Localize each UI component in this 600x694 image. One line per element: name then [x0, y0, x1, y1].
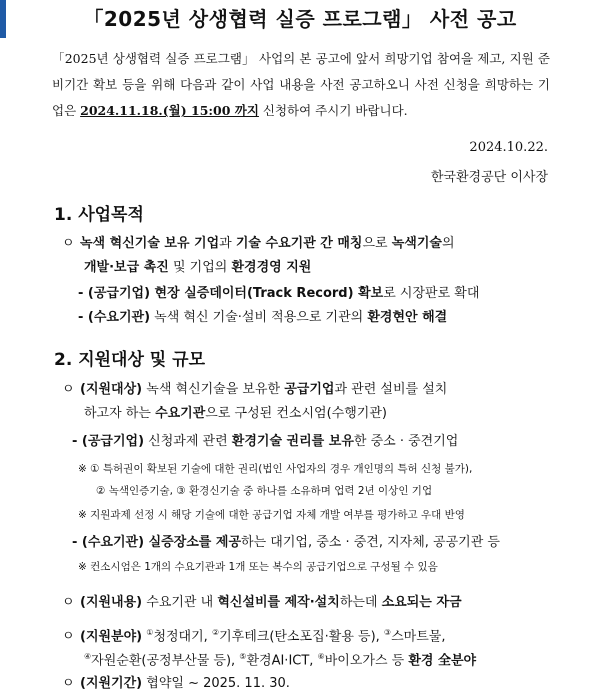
bullet-icon: ㅇ [62, 629, 75, 645]
field-line1 [62, 623, 445, 647]
s1-text: 으로 기관의 [296, 310, 368, 325]
intro-text-2: 신청하여 주시기 바랍니다. [258, 103, 408, 118]
bullet-icon: ㅇ [62, 382, 75, 397]
circle-num: ① [146, 628, 154, 637]
circle-num: ④ [84, 652, 92, 661]
content-line [62, 593, 462, 613]
s1-text: 녹색 혁신 기술·설비 적용 [150, 310, 297, 325]
s2-text: 환경 全분야 [408, 653, 477, 669]
bullet-icon: ㅇ [62, 236, 75, 251]
notice-date: 2024.10.22. [469, 140, 548, 155]
section1-sub2 [78, 308, 447, 328]
s2-text: 신청과제 관련 [144, 434, 232, 449]
demand-line [72, 533, 500, 553]
s2-text: 수요기관 내 [142, 595, 218, 610]
section1-line2 [84, 258, 311, 278]
circle-num: ⑤ [239, 652, 247, 661]
s2-text: 협약일 ~ 2025. 11. 30. [142, 676, 290, 691]
intro-deadline: 2024.11.18.(월) 15:00 까지 [80, 103, 259, 118]
field-line2 [84, 647, 476, 671]
intro-text-1: 「2025년 상생협력 실증 프로그램」 사업의 본 공고에 앞서 희망기업 참여을 제고, 지원 준비기간 확보 등을 위해 다음과 같이 사업 내용을 사전 공고하오니 사전 신청을 희망하는 기업은 [52, 51, 550, 118]
s2-text: (지원대상) [80, 382, 143, 397]
target-line2 [84, 404, 387, 424]
s2-text: 하는데 [339, 595, 382, 610]
s1-text: 녹색 혁신기술 보유 기업 [80, 236, 220, 251]
s2-text: (지원기간) [80, 676, 143, 691]
note1-line1: ※ ① 특허권이 확보된 기술에 대한 권리(법인 사업자의 경우 개인명의 특허 신청 불가), [78, 463, 473, 475]
circle-num: ② [211, 628, 220, 637]
s2-text: 혁신설비를 제작·설치 [217, 595, 340, 610]
period-line [62, 674, 290, 694]
s1-text: 녹색기술 [391, 236, 442, 251]
s1-text: 로 시장판로 확대 [383, 286, 480, 301]
circle-num: ⑥ [317, 652, 325, 661]
supply-line [72, 432, 458, 452]
s1-text: 과 [219, 236, 236, 251]
note2-line: ※ 지원과제 선정 시 해당 기술에 대한 공급기업 자체 개발 여부를 평가하고 우대 반영 [78, 509, 465, 521]
s1-text: 개발·보급 촉진 [84, 260, 169, 275]
s1-text: 으로 [362, 236, 392, 251]
s2-text: 기후테크(탄소포집·활용 등), [219, 629, 384, 645]
bullet-icon: ㅇ [62, 595, 75, 610]
s2-text: 바이오가스 등 [324, 653, 409, 669]
s2-text: 으로 구성된 컨소시엄(수행기관) [205, 406, 387, 421]
s2-text: 환경AI·ICT, [246, 653, 318, 669]
s2-text: 과 관련 설비를 설치 [334, 382, 448, 397]
s1-text: 환경현안 해결 [367, 310, 448, 325]
note3-line: ※ 컨소시엄은 1개의 수요기관과 1개 또는 복수의 공급기업으로 구성될 수 있음 [78, 561, 438, 573]
section2-heading: 2. 지원대상 및 규모 [54, 350, 205, 370]
notice-org: 한국환경공단 이사장 [430, 170, 548, 185]
s2-text: 스마트물, [391, 629, 446, 645]
section1-sub1 [78, 284, 479, 304]
s1-text: 기술 수요기관 간 매칭 [235, 236, 363, 251]
s1-text: - (공급기업) 현장 실증데이터(Track Record) 확보 [78, 286, 384, 301]
s2-text: 하고자 하는 [84, 406, 156, 421]
title-banner [0, 0, 600, 38]
s1-text: 환경경영 지원 [231, 260, 312, 275]
section1-heading: 1. 사업목적 [54, 205, 144, 225]
s2-text: 하는 대기업, 중소 · 중견, 지자체, 공공기관 등 [241, 535, 500, 550]
note1-line2: ② 녹색인증기술, ③ 환경신기술 중 하나를 소유하며 업력 2년 이상인 기업 [96, 485, 433, 497]
section1-line1 [62, 234, 455, 254]
s2-text: 자원순환(공정부산물 등), [91, 653, 240, 669]
s2-text: 한 중소 · 중견기업 [353, 434, 459, 449]
s2-text: 실증장소를 제공 [144, 535, 242, 550]
s2-text: 소요되는 자금 [381, 595, 462, 610]
s2-text: 녹색 혁신기술을 보유한 [142, 382, 285, 397]
bullet-icon: ㅇ [62, 676, 75, 691]
s2-text: (지원분야) [80, 629, 143, 645]
s2-text: 청정대기, [153, 629, 212, 645]
s1-text: - (수요기관) [78, 310, 151, 325]
intro-paragraph [52, 46, 550, 124]
s1-text: 의 [441, 236, 455, 251]
s2-text: - (공급기업) [72, 434, 145, 449]
s1-text: 및 기업의 [168, 260, 232, 275]
page-title: 「2025년 상생협력 실증 프로그램」 사전 공고 [83, 7, 517, 31]
circle-num: ③ [383, 628, 392, 637]
s2-text: - (수요기관) [72, 535, 145, 550]
target-line1 [62, 380, 447, 400]
s2-text: (지원내용) [80, 595, 143, 610]
s2-text: 환경기술 권리를 보유 [231, 434, 354, 449]
s2-text: 공급기업 [284, 382, 335, 397]
s2-text: 수요기관 [155, 406, 206, 421]
